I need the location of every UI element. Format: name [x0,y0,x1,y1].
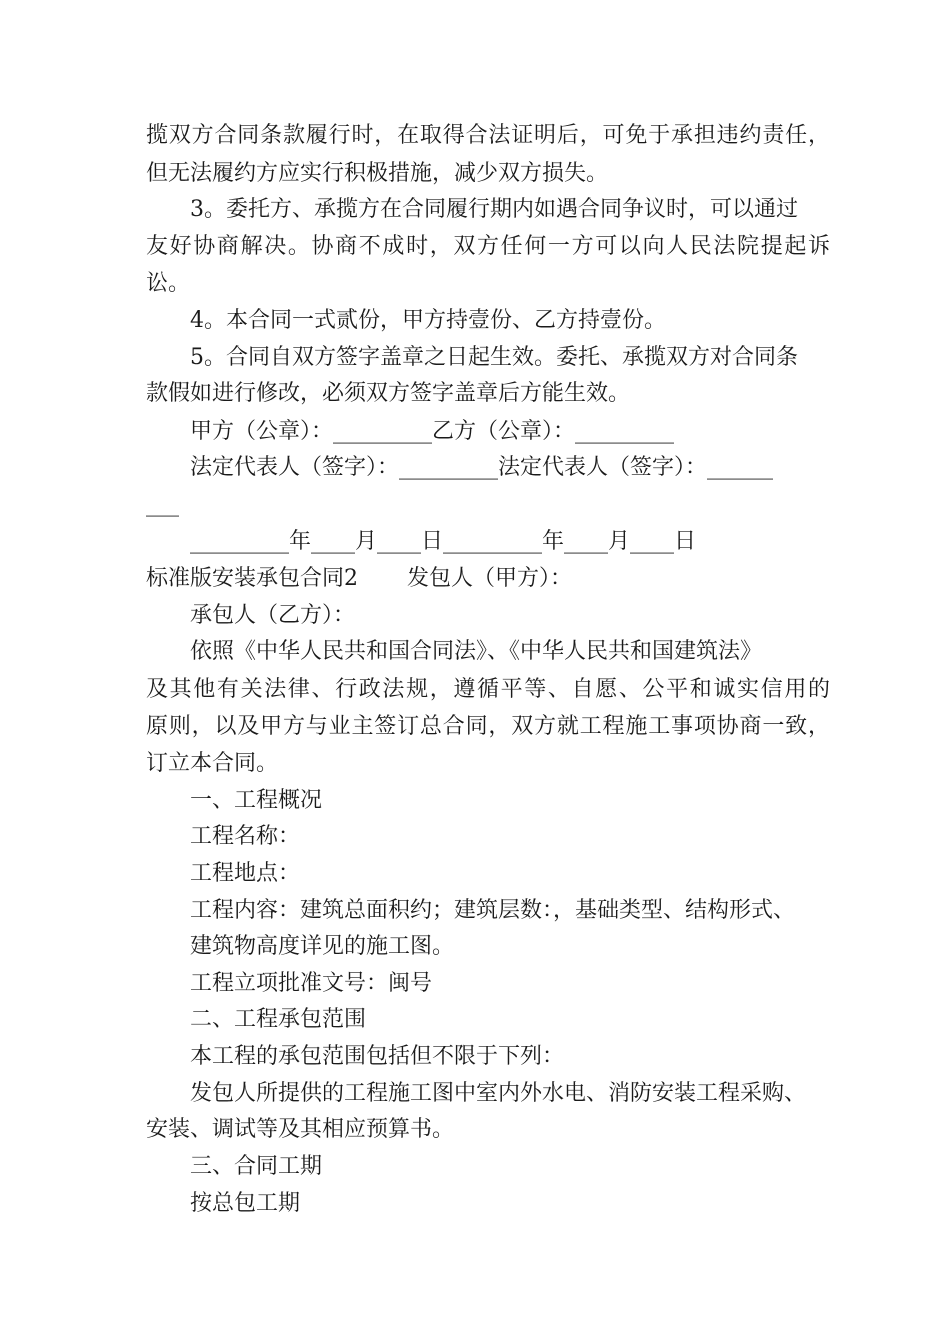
paragraph-line: 承包人（乙方）： [190,603,356,628]
paragraph-line: 工程立项批准文号：闽号 [190,971,433,996]
paragraph-line: 揽双方合同条款履行时，在取得合法证明后，可免于承担违约责任， [146,123,830,148]
signature-line: 法定代表人（签字）：_________法定代表人（签字）：______ [190,455,774,480]
paragraph-line: 原则，以及甲方与业主签订总合同，双方就工程施工事项协商一致， [146,714,830,739]
paragraph-line: 工程内容：建筑总面积约；建筑层数：，基础类型、结构形式、 [190,898,796,923]
paragraph-line: 建筑物高度详见的施工图。 [190,934,455,959]
paragraph-line: 友好协商解决。协商不成时，双方任何一方可以向人民法院提起诉 [146,234,830,259]
section-heading: 一、工程概况 [190,788,323,813]
contract-heading: 标准版安装承包合同2 发包人（甲方）： [146,566,572,591]
paragraph-line: 安装、调试等及其相应预算书。 [146,1117,455,1142]
paragraph-line: 5。合同自双方签字盖章之日起生效。委托、承揽双方对合同条 [190,345,798,370]
paragraph-line: 讼。 [146,271,191,296]
date-line: _________年____月____日_________年____月____日 [190,529,697,554]
paragraph-line: 工程地点： [190,861,301,886]
section-heading: 三、合同工期 [190,1154,323,1179]
signature-line: ___ [146,492,179,517]
paragraph-line: 但无法履约方应实行积极措施，减少双方损失。 [146,161,609,186]
paragraph-line: 订立本合同。 [146,751,279,776]
section-heading: 二、工程承包范围 [190,1007,367,1032]
paragraph-line: 4。本合同一式贰份，甲方持壹份、乙方持壹份。 [190,308,666,333]
paragraph-line: 款假如进行修改，必须双方签字盖章后方能生效。 [146,381,631,406]
paragraph-line: 发包人所提供的工程施工图中室内外水电、消防安装工程采购、 [190,1081,807,1106]
paragraph-line: 及其他有关法律、行政法规，遵循平等、自愿、公平和诚实信用的 [146,677,830,702]
paragraph-line: 本工程的承包范围包括但不限于下列： [190,1044,565,1069]
paragraph-line: 依照《中华人民共和国合同法》、《中华人民共和国建筑法》 [190,639,763,664]
paragraph-line: 3。委托方、承揽方在合同履行期内如遇合同争议时，可以通过 [190,197,798,222]
paragraph-line: 工程名称： [190,824,301,849]
signature-line: 甲方（公章）：_________乙方（公章）：_________ [190,419,675,444]
paragraph-line: 按总包工期 [190,1191,301,1216]
